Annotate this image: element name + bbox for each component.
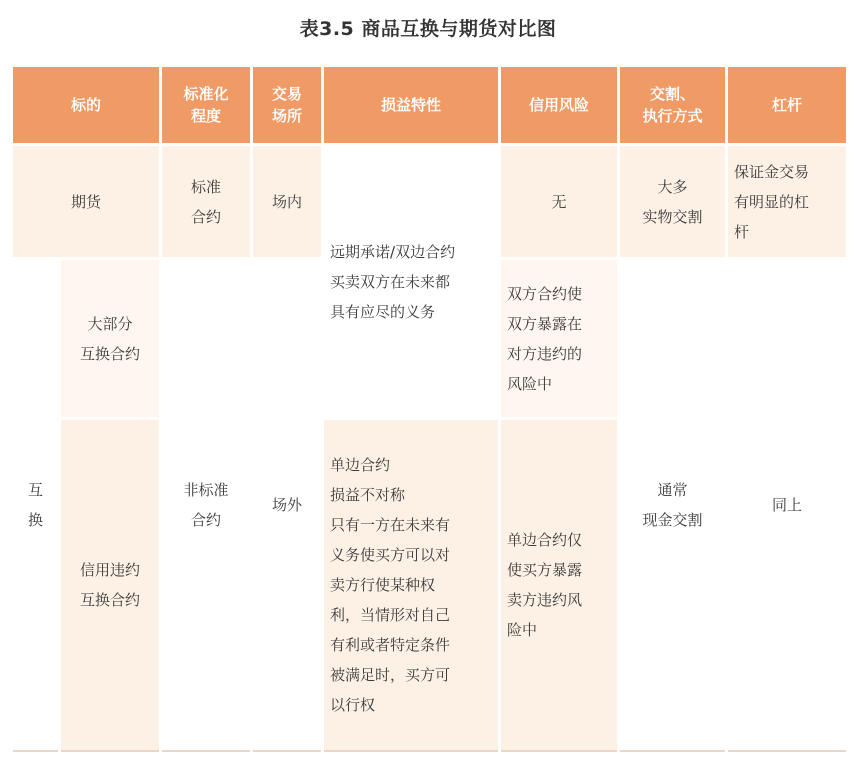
cds-credit-risk-line3: 卖方违约风 xyxy=(507,590,583,609)
futures-standardization xyxy=(161,145,252,259)
cds-payoff-line9: 以行权 xyxy=(330,695,376,714)
cds-credit-risk-line1: 单边合约仅 xyxy=(507,530,583,549)
swap-venue: 场外 xyxy=(252,259,323,751)
header-leverage: 杠杆 xyxy=(727,66,848,145)
cds-payoff-line8: 被满足时，买方可 xyxy=(330,665,451,684)
header-row xyxy=(12,66,848,145)
futures-leverage-line1: 保证金交易 xyxy=(734,162,810,181)
header-delivery xyxy=(619,66,727,145)
shared-payoff-line1: 远期承诺/双边合约 xyxy=(330,242,456,261)
cds-payoff-line3: 只有一方在未来有 xyxy=(330,515,451,534)
header-payoff: 损益特性 xyxy=(323,66,500,145)
most-swaps-credit-risk-line1: 双方合约使 xyxy=(507,284,583,303)
swap-delivery xyxy=(619,259,727,751)
shared-payoff xyxy=(323,145,500,419)
cds-payoff-line7: 有利或者特定条件 xyxy=(330,635,451,654)
header-standardization xyxy=(161,66,252,145)
cds-payoff-line4: 义务使买方可以对 xyxy=(330,545,451,564)
futures-subject: 期货 xyxy=(12,145,161,259)
header-venue-line2: 场所 xyxy=(272,107,303,125)
cds-credit-risk-line4: 险中 xyxy=(507,620,538,639)
futures-delivery-line1: 大多 xyxy=(657,177,688,196)
comparison-table xyxy=(10,64,849,752)
cds-payoff-line1: 单边合约 xyxy=(330,455,391,474)
most-swaps-line2: 互换合约 xyxy=(80,344,141,363)
cds-label-line2: 互换合约 xyxy=(80,590,141,609)
futures-credit-risk: 无 xyxy=(500,145,619,259)
most-swaps-credit-risk-line2: 双方暴露在 xyxy=(507,314,583,333)
futures-standardization-line2: 合约 xyxy=(191,207,222,226)
header-standardization-line2: 程度 xyxy=(191,107,222,125)
cds-payoff-line5: 卖方行使某种权 xyxy=(330,575,436,594)
shared-payoff-line3: 具有应尽的义务 xyxy=(330,302,436,321)
header-venue-line1: 交易 xyxy=(272,85,303,103)
header-credit-risk: 信用风险 xyxy=(500,66,619,145)
futures-delivery-line2: 实物交割 xyxy=(642,207,703,226)
swap-group-label xyxy=(12,259,60,751)
header-venue xyxy=(252,66,323,145)
cds-payoff-line2: 损益不对称 xyxy=(330,485,406,504)
swap-delivery-line1: 通常 xyxy=(657,480,688,499)
swap-group-label-line2: 换 xyxy=(27,510,43,529)
cds-credit-risk-line2: 使买方暴露 xyxy=(507,560,583,579)
swap-standardization-line2: 合约 xyxy=(191,510,222,529)
most-swaps-label xyxy=(60,259,161,419)
header-standardization-line1: 标准化 xyxy=(183,85,229,103)
futures-standardization-line1: 标准 xyxy=(191,177,222,196)
futures-delivery xyxy=(619,145,727,259)
cds-label xyxy=(60,419,161,751)
most-swaps-credit-risk xyxy=(500,259,619,419)
swap-delivery-line2: 现金交割 xyxy=(642,510,703,529)
futures-venue: 场内 xyxy=(252,145,323,259)
futures-leverage xyxy=(727,145,848,259)
cds-payoff-line6: 利，当情形对自己 xyxy=(330,605,451,624)
cds-label-line1: 信用违约 xyxy=(80,560,141,579)
cds-credit-risk xyxy=(500,419,619,751)
header-delivery-line1: 交割、 xyxy=(650,85,696,103)
swap-standardization xyxy=(161,259,252,751)
futures-row xyxy=(12,145,848,259)
swap-leverage: 同上 xyxy=(727,259,848,751)
shared-payoff-line2: 买卖双方在未来都 xyxy=(330,272,451,291)
cds-payoff xyxy=(323,419,500,751)
futures-leverage-line2: 有明显的杠 xyxy=(734,192,810,211)
table-title: 表3.5 商品互换与期货对比图 xyxy=(299,18,557,40)
most-swaps-line1: 大部分 xyxy=(87,314,133,333)
futures-leverage-line3: 杆 xyxy=(734,222,750,241)
most-swaps-credit-risk-line4: 风险中 xyxy=(507,374,553,393)
most-swaps-credit-risk-line3: 对方违约的 xyxy=(507,344,583,363)
header-subject: 标的 xyxy=(12,66,161,145)
swap-standardization-line1: 非标准 xyxy=(183,480,229,499)
swap-group-label-line1: 互 xyxy=(27,480,43,499)
header-delivery-line2: 执行方式 xyxy=(642,107,703,125)
